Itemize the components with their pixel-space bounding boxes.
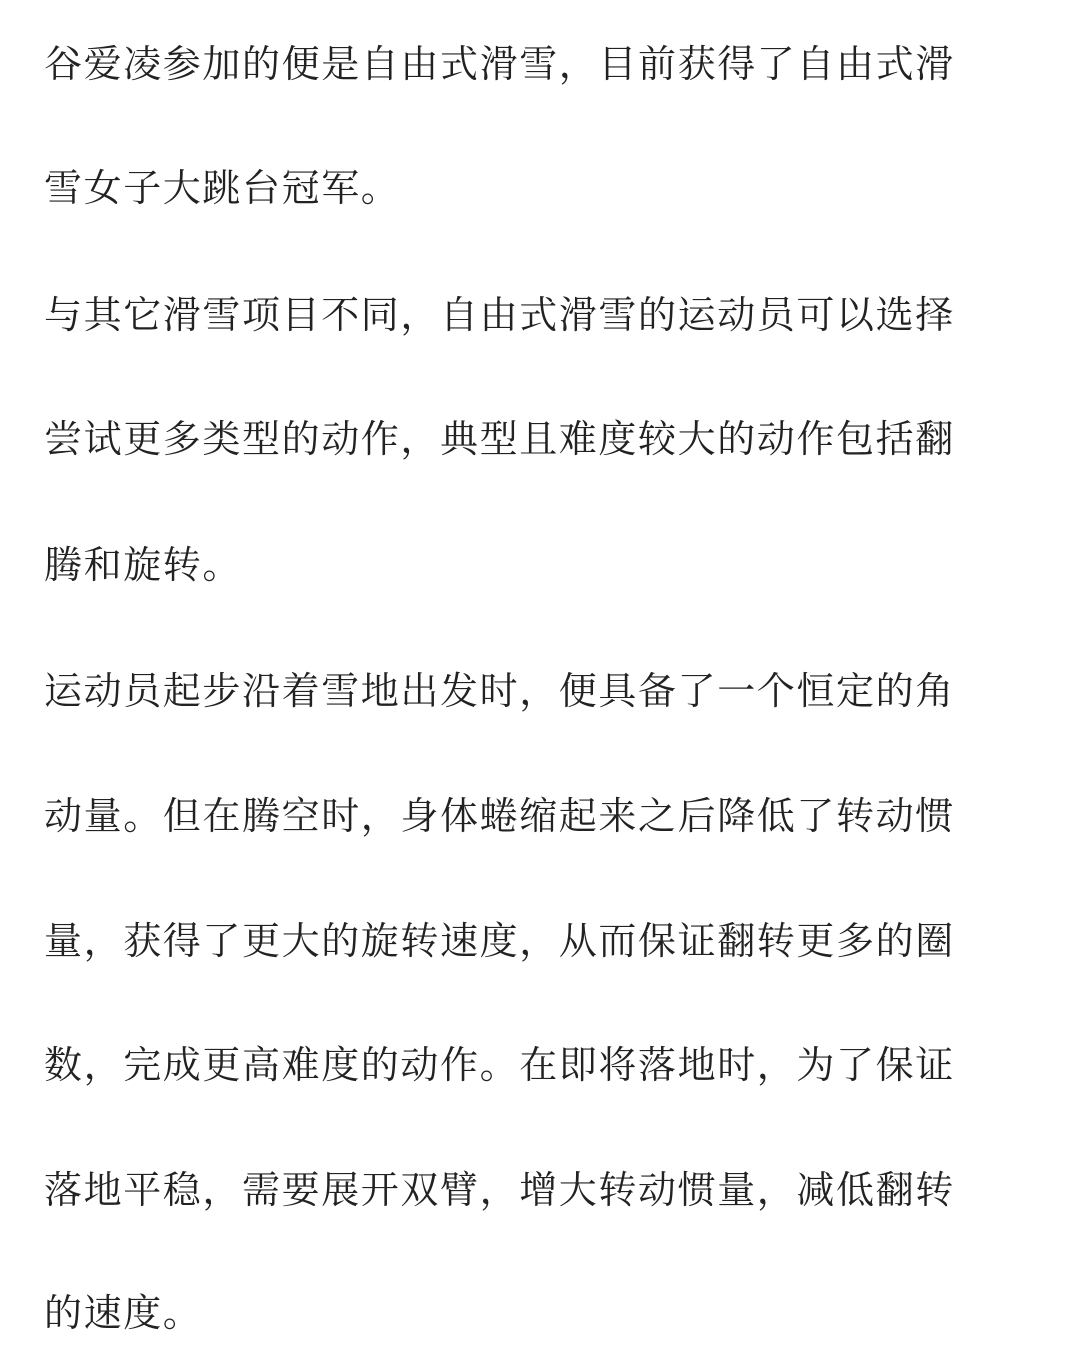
- text-line: 谷爱凌参加的便是自由式滑雪，目前获得了自由式滑: [44, 42, 955, 86]
- text-line: 量，获得了更大的旋转速度，从而保证翻转更多的圈: [44, 919, 955, 963]
- text-line: 动量。但在腾空时，身体蜷缩起来之后降低了转动惯: [44, 794, 955, 838]
- text-line: 腾和旋转。: [44, 543, 243, 587]
- text-line: 的速度。: [44, 1291, 203, 1335]
- text-line: 尝试更多类型的动作，典型且难度较大的动作包括翻: [44, 417, 955, 461]
- text-line: 运动员起步沿着雪地出发时，便具备了一个恒定的角: [44, 669, 955, 713]
- text-line: 雪女子大跳台冠军。: [44, 166, 401, 210]
- text-line: 与其它滑雪项目不同，自由式滑雪的运动员可以选择: [44, 293, 955, 337]
- text-line: 数，完成更高难度的动作。在即将落地时，为了保证: [44, 1043, 955, 1087]
- text-line: 落地平稳，需要展开双臂，增大转动惯量，减低翻转: [44, 1168, 955, 1212]
